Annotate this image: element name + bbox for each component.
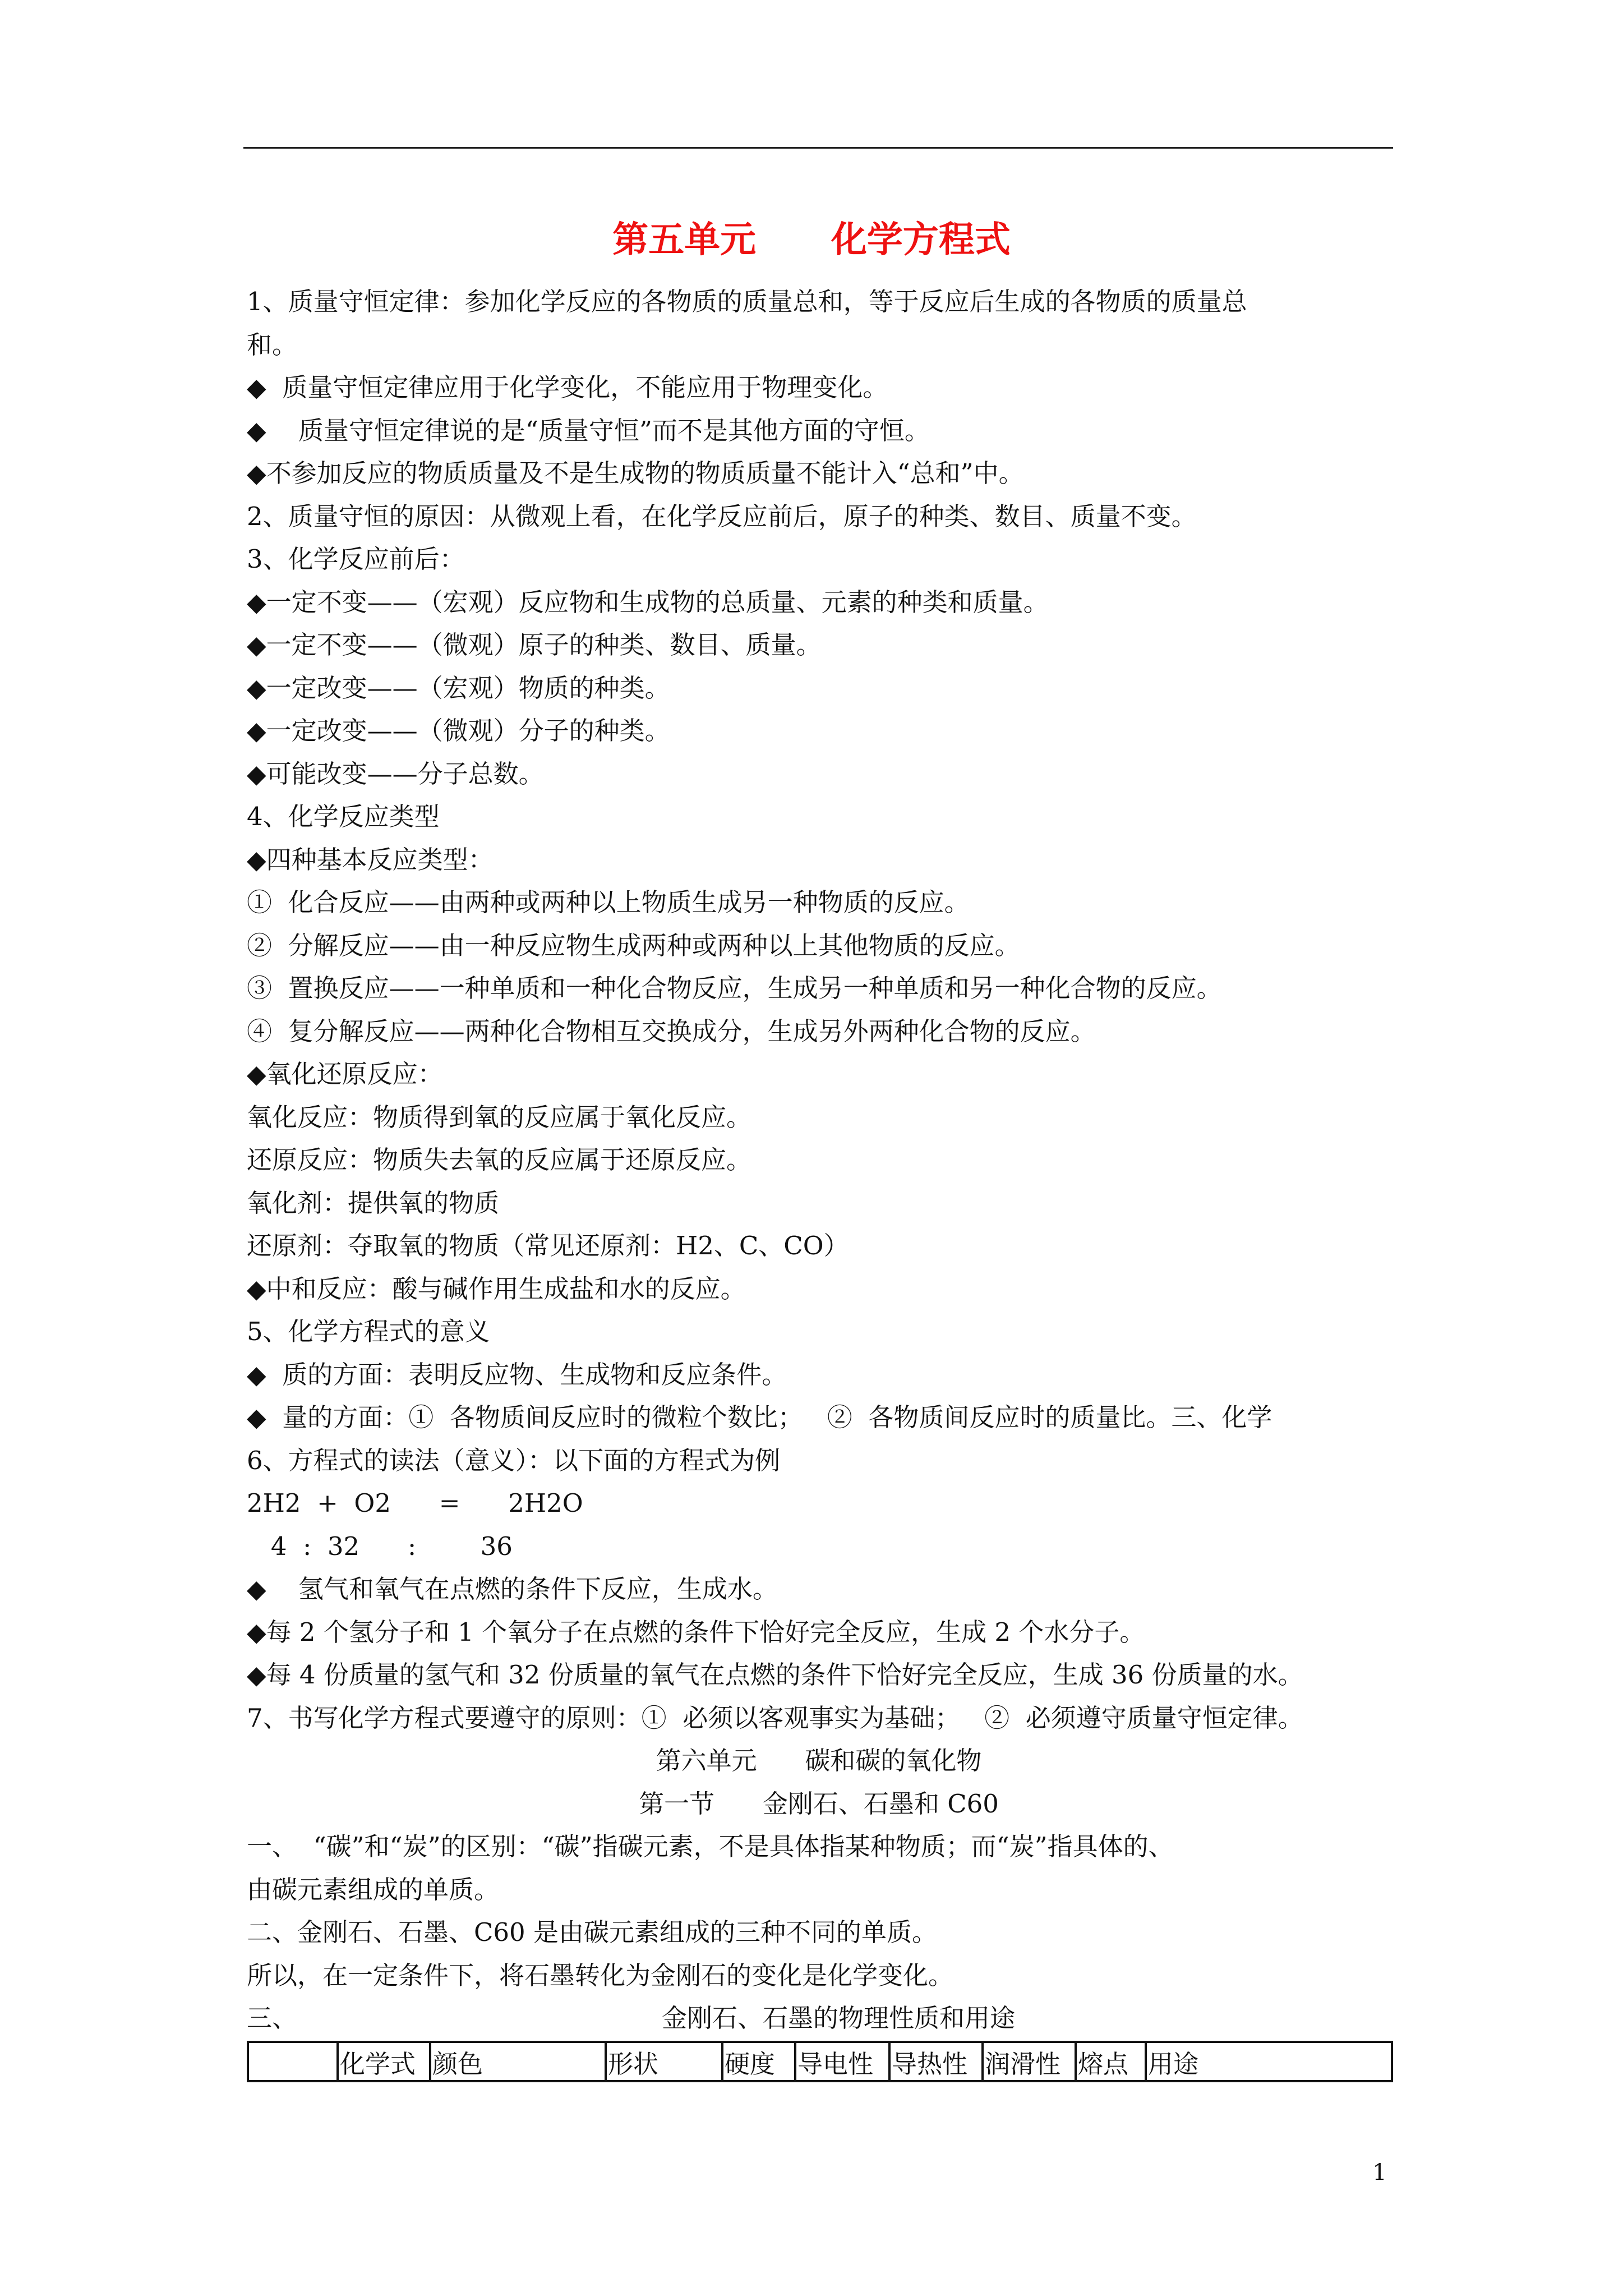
section1-heading: 第一节 金刚石、石墨和 C60 [639,1788,999,1819]
text-line: ◆一定不变——（宏观）反应物和生成物的总质量、元素的种类和质量。 [247,587,1049,617]
text-line: ◆一定改变——（微观）分子的种类。 [247,716,670,746]
text-line: ◆每 4 份质量的氢气和 32 份质量的氧气在点燃的条件下恰好完全反应，生成 36 份质量的水。 [247,1660,1303,1690]
table-header-cell [248,2042,338,2081]
page-number: 1 [1372,2160,1387,2185]
text-line: ◆ 量的方面：① 各物质间反应时的微粒个数比； ② 各物质间反应时的质量比。三、化学 [247,1402,1272,1432]
text-line: 氧化反应：物质得到氧的反应属于氧化反应。 [247,1102,752,1132]
text-line: 1、质量守恒定律：参加化学反应的各物质的质量总和，等于反应后生成的各物质的质量总 [247,287,1247,316]
document-body [247,280,1391,2040]
text-line: 由碳元素组成的单质。 [247,1874,500,1904]
text-line: ◆一定改变——（宏观）物质的种类。 [247,673,670,703]
properties-table [247,2041,1393,2082]
text-line: 6、方程式的读法（意义）：以下面的方程式为例 [247,1445,781,1475]
table-header-row [248,2042,1392,2081]
table-header-cell: 润滑性 [983,2042,1076,2081]
text-line: 2、质量守恒的原因：从微观上看，在化学反应前后，原子的种类、数目、质量不变。 [247,501,1197,531]
text-line: ◆ 质量守恒定律应用于化学变化，不能应用于物理变化。 [247,372,888,402]
text-line: ④ 复分解反应——两种化合物相互交换成分，生成另外两种化合物的反应。 [247,1016,1096,1046]
table-header-cell: 用途 [1146,2042,1392,2081]
text-line: ① 化合反应——由两种或两种以上物质生成另一种物质的反应。 [247,887,970,917]
header-rule [243,147,1393,149]
text-line: ◆ 质的方面：表明反应物、生成物和反应条件。 [247,1359,787,1389]
equation-line: 2H2 + O2 = 2H2O [247,1488,583,1518]
text-line: ◆中和反应：酸与碱作用生成盐和水的反应。 [247,1273,746,1304]
table-caption-line [247,1997,1391,2040]
text-line: ◆一定不变——（微观）原子的种类、数目、质量。 [247,630,822,660]
mass-ratio-line: 4 : 32 : 36 [247,1531,513,1561]
text-line: 还原剂：夺取氧的物质（常见还原剂：H2、C、CO） [247,1231,849,1260]
text-line: ◆ 氢气和氧气在点燃的条件下反应，生成水。 [247,1574,778,1604]
text-line: 还原反应：物质失去氧的反应属于还原反应。 [247,1145,752,1175]
text-line: 氧化剂：提供氧的物质 [247,1188,500,1218]
text-line: ◆ 质量守恒定律说的是“质量守恒”而不是其他方面的守恒。 [247,415,930,445]
table-header-cell: 形状 [606,2042,722,2081]
table-header-cell: 导热性 [889,2042,983,2081]
text-line: ◆氧化还原反应： [247,1059,443,1089]
table-caption-prefix: 三、 [247,2003,298,2033]
table-header-cell: 硬度 [722,2042,795,2081]
text-line: 3、化学反应前后： [247,544,465,574]
table-caption: 金刚石、石墨的物理性质和用途 [662,2003,1016,2033]
text-line: 和。 [247,329,298,360]
table-header-cell: 化学式 [338,2042,430,2081]
text-line: ◆可能改变——分子总数。 [247,758,544,789]
text-line: 一、 “碳”和“炭”的区别：“碳”指碳元素，不是具体指某种物质；而“炭”指具体的、 [247,1832,1174,1861]
text-line: 4、化学反应类型 [247,802,440,831]
text-line: 5、化学方程式的意义 [247,1317,490,1346]
text-line: 7、书写化学方程式要遵守的原则：① 必须以客观事实为基础； ② 必须遵守质量守恒定律。 [247,1703,1303,1733]
page-title: 第五单元 化学方程式 [612,219,1011,261]
text-line: ◆不参加反应的物质质量及不是生成物的物质质量不能计入“总和”中。 [247,458,1024,488]
unit6-heading: 第六单元 碳和碳的氧化物 [656,1746,982,1775]
text-line: ◆每 2 个氢分子和 1 个氧分子在点燃的条件下恰好完全反应，生成 2 个水分子。 [247,1617,1145,1647]
table-header-cell: 导电性 [795,2042,889,2081]
text-line: ② 分解反应——由一种反应物生成两种或两种以上其他物质的反应。 [247,930,1020,960]
text-line: ◆四种基本反应类型： [247,844,494,875]
text-line: 所以，在一定条件下，将石墨转化为金刚石的变化是化学变化。 [247,1960,954,1990]
text-line: ③ 置换反应——一种单质和一种化合物反应，生成另一种单质和另一种化合物的反应。 [247,973,1222,1003]
table-header-cell: 熔点 [1076,2042,1146,2081]
text-line: 二、金刚石、石墨、C60 是由碳元素组成的三种不同的单质。 [247,1917,937,1947]
table-header-cell: 颜色 [430,2042,606,2081]
